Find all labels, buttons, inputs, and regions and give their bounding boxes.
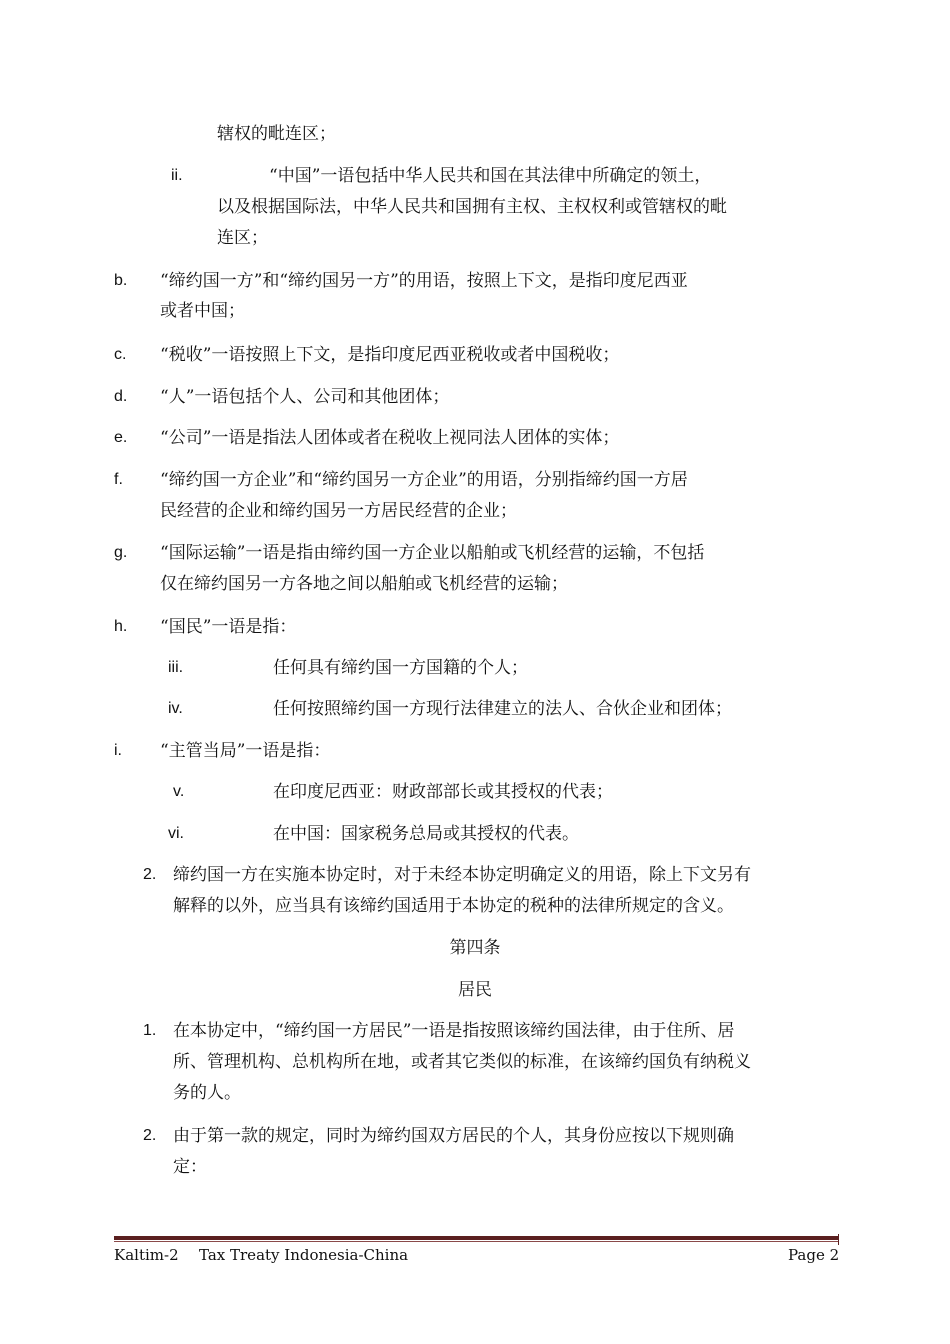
text-line: 所、管理机构、总机构所在地，或者其它类似的标准，在该缔约国负有纳税义 [173, 1052, 751, 1072]
list-label: b. [114, 272, 128, 289]
list-label: v. [173, 783, 185, 800]
list-label: c. [114, 346, 127, 363]
footer-rule [114, 1236, 839, 1240]
text-line: “缔约国一方”和“缔约国另一方”的用语，按照上下文，是指印度尼西亚 [160, 271, 688, 291]
text-line: “人”一语包括个人、公司和其他团体； [160, 387, 450, 407]
list-label: iii. [168, 659, 184, 676]
text-line: “缔约国一方企业”和“缔约国另一方企业”的用语，分别指缔约国一方居 [160, 470, 688, 490]
text-line: 在中国：国家税务总局或其授权的代表。 [273, 824, 579, 844]
text-line: 任何按照缔约国一方现行法律建立的法人、合伙企业和团体； [273, 699, 732, 719]
text-line: “国际运输”一语是指由缔约国一方企业以船舶或飞机经营的运输，不包括 [160, 543, 705, 563]
text-line: 或者中国； [160, 301, 245, 321]
text-line: 民经营的企业和缔约国另一方居民经营的企业； [160, 501, 517, 521]
text-line: 由于第一款的规定，同时为缔约国双方居民的个人，其身份应按以下规则确 [173, 1126, 734, 1146]
list-label: i. [114, 742, 122, 759]
list-label: vi. [168, 825, 184, 842]
text-line: “公司”一语是指法人团体或者在税收上视同法人团体的实体； [160, 428, 620, 448]
text-line: “税收”一语按照上下文，是指印度尼西亚税收或者中国税收； [160, 345, 620, 365]
text-line: 在印度尼西亚：财政部部长或其授权的代表； [273, 782, 613, 802]
list-label: 2. [143, 866, 157, 883]
footer-doc-code: Kaltim-2 [114, 1246, 179, 1264]
list-label: g. [114, 544, 128, 561]
text-line: 仅在缔约国另一方各地之间以船舶或飞机经营的运输； [160, 574, 568, 594]
article-number: 第四条 [449, 938, 501, 958]
text-line: 辖权的毗连区； [217, 124, 336, 144]
page-number: Page 2 [788, 1246, 840, 1264]
text-line: 在本协定中，“缔约国一方居民”一语是指按照该缔约国法律，由于住所、居 [173, 1021, 735, 1041]
list-label: d. [114, 388, 128, 405]
text-line: “中国”一语包括中华人民共和国在其法律中所确定的领土， [269, 166, 712, 186]
text-line: “国民”一语是指： [160, 617, 297, 637]
text-line: 解释的以外，应当具有该缔约国适用于本协定的税种的法律所规定的含义。 [173, 896, 734, 916]
list-label: h. [114, 618, 128, 635]
list-label: f. [114, 471, 123, 488]
article-title: 居民 [458, 980, 492, 1000]
list-label: ii. [171, 167, 183, 184]
text-line: 以及根据国际法，中华人民共和国拥有主权、主权权利或管辖权的毗 [217, 197, 727, 217]
footer-rule-thin [114, 1241, 839, 1242]
text-line: 务的人。 [173, 1083, 241, 1103]
text-line: 定： [173, 1157, 207, 1177]
list-label: e. [114, 429, 128, 446]
footer-doc-title: Tax Treaty Indonesia-China [199, 1246, 409, 1264]
list-label: 2. [143, 1127, 157, 1144]
text-line: 连区； [217, 228, 268, 248]
list-label: 1. [143, 1022, 157, 1039]
list-label: iv. [168, 700, 183, 717]
text-line: 任何具有缔约国一方国籍的个人； [273, 658, 528, 678]
text-line: 缔约国一方在实施本协定时，对于未经本协定明确定义的用语，除上下文另有 [173, 865, 751, 885]
text-line: “主管当局”一语是指： [160, 741, 331, 761]
